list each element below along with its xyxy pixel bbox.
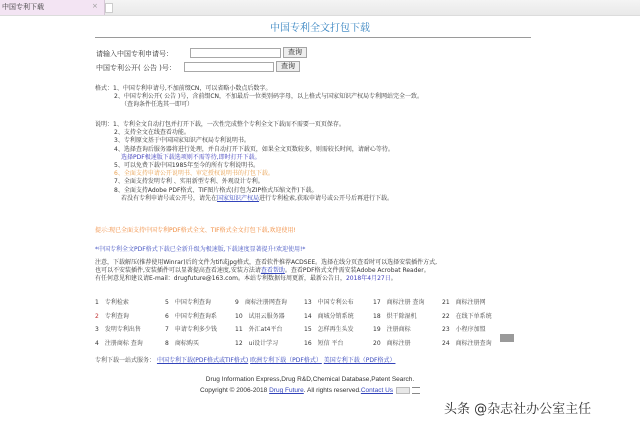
stats-icon	[412, 387, 420, 394]
publication-search-button[interactable]: 查询	[276, 61, 300, 72]
ad-link[interactable]: 2 专利查询	[95, 312, 129, 320]
tip-text: 提示:现已全面支持中国专利PDF格式全文、TIF格式全文打包下载,欢迎使用!	[95, 227, 296, 234]
footer-tagline: Drug Information Express,Drug R&D,Chemical Database,Patent Search.	[205, 376, 415, 383]
one-stop-label: 专利下载一站式服务：	[95, 357, 156, 364]
note-retrieve	[95, 195, 394, 203]
format-label: 格式：	[95, 85, 114, 92]
notes-section	[95, 121, 394, 203]
notes-label: 说明：	[95, 121, 114, 128]
notice-text: 也可以不安装插件,安装插件可以显著提高查看速度,安装方法请	[95, 267, 261, 275]
ad-link[interactable]: 24 商标注册查询	[442, 339, 492, 347]
note-item: 2、支持全文在线查看功能。	[114, 129, 190, 137]
publication-number-label: 中国专利公开( 公告 )号：	[96, 64, 176, 72]
ad-link[interactable]: 15 怎样再生头发	[304, 326, 354, 333]
note-item: 7、全面支持发明专利 、实用新型专利、外观设计专利。	[114, 178, 264, 186]
rights-text: . All rights reserved.	[303, 387, 361, 395]
ad-link[interactable]: 12 ui设计学习	[235, 339, 279, 347]
new-tab-icon[interactable]	[105, 3, 113, 13]
browser-tab-bar	[0, 0, 640, 16]
contact-us-link[interactable]: Contact Us	[360, 387, 394, 395]
cnzz-badge-icon[interactable]	[396, 387, 410, 394]
upgrade-notice: *中国专利全文PDF格式下载已全新升级为极速版,下载速度显著提升!欢迎使用!*	[95, 246, 306, 253]
ad-link[interactable]: 16 短信 平台	[304, 339, 344, 347]
ad-link[interactable]: 10 试用云服务器	[235, 312, 285, 320]
ad-link[interactable]: 21 商标注册网	[442, 299, 486, 306]
help-link[interactable]: 查看帮助	[260, 267, 285, 275]
one-stop-service	[95, 355, 395, 364]
us-patent-download-link[interactable]: 美国专利下载（PDF格式）	[323, 357, 396, 364]
ad-link[interactable]: 17 商标注册 查询	[373, 299, 425, 306]
ad-link[interactable]: 3 发明专利出售	[95, 326, 141, 333]
ad-link[interactable]: 7 申请专利多少钱	[165, 326, 217, 333]
format-item: 2、中国专利公开( 公告 )号，含前缀CN，不加最后一位类别码字母，以上格式与国家知识产权局专利网站完全一致。	[114, 93, 423, 101]
update-date: 2018年4月27日	[345, 275, 391, 283]
europe-patent-download-link[interactable]: 欧洲专利下载（PDF格式）	[250, 357, 322, 364]
note-item: 4、选择查询后服务器将进行处理，并自动打开下载页，如果全文页数较多，则需较长时间，请耐心等待。	[114, 145, 394, 153]
ad-link[interactable]: 20 商标注册	[373, 339, 411, 347]
tab-title: 中国专利下载	[2, 3, 44, 11]
note-pdf-fast: 选择PDF极速版下载选项则不需等待,即时打开下载。	[121, 153, 261, 161]
format-section	[95, 85, 423, 110]
copyright-text: Copyright © 2006-2018	[199, 387, 270, 395]
footer-copyright	[0, 387, 620, 394]
application-number-input[interactable]	[190, 48, 281, 58]
note-item: 8、全面支持Adobe PDF格式、TIF图片格式(打包为ZIP格式压缩文件)下载。	[114, 186, 318, 194]
application-search-button[interactable]: 查询	[283, 47, 307, 58]
ad-link[interactable]: 13 中国专利公布	[304, 299, 354, 306]
ad-link[interactable]: 19 注册商标	[373, 326, 411, 333]
application-number-label: 请输入中国专利申请号：	[96, 50, 173, 58]
watermark: 头条 @杂志社办公室主任	[444, 402, 592, 417]
divider	[95, 37, 531, 38]
ad-tag-icon	[500, 334, 514, 342]
china-patent-download-link[interactable]: 中国专利下载(PDF格式或TIF格式)	[156, 357, 249, 364]
ad-link[interactable]: 14 商城分销系统	[304, 312, 354, 320]
ad-link[interactable]: 5 中国专利查询	[165, 299, 211, 306]
notice-line: 注意，下载解压(推荐使用Winrar)后的文件为tif或jpg格式，查看软件推荐ACDSEE。选择在线分页查看时可以选择安装插件方式,	[95, 259, 438, 266]
notice-text: 有任何意见和建议请E-mail：drugfuture@163.com。本站专利数据每周更新，最新公告日，	[95, 275, 346, 283]
close-tab-icon[interactable]: ×	[92, 2, 98, 10]
ad-link[interactable]: 4 注册商标 查询	[95, 339, 143, 347]
ad-links-grid	[95, 297, 535, 347]
retrieve-suffix: 进行专利检索,获取申请号或公开号后再进行下载。	[259, 194, 393, 202]
browser-tab[interactable]	[0, 0, 105, 15]
ad-link[interactable]: 22 在线下单系统	[442, 312, 492, 320]
notice-text: 。	[390, 275, 397, 283]
ad-link[interactable]: 23 小程序加盟	[442, 326, 486, 333]
retrieve-prefix: 若没有专利申请号或公开号，请先在	[121, 194, 218, 202]
ad-link[interactable]: 1 专利检索	[95, 299, 129, 306]
ad-link[interactable]: 18 烘干除湿机	[373, 312, 417, 320]
notice-section	[95, 259, 437, 284]
publication-number-input[interactable]	[184, 62, 274, 72]
ad-link[interactable]: 6 中国专利查询系	[165, 312, 217, 320]
note-item: 6、全面支持申请公开说明书、审定授权说明书的打包下载。	[114, 170, 274, 178]
format-note: （查询条件任选其一即可）	[121, 101, 194, 109]
format-item: 1、中国专利申请号,不加前缀CN，可以省略小数点后数字。	[113, 85, 272, 92]
ad-link[interactable]: 8 商标购买	[165, 339, 199, 347]
ad-link[interactable]: 11 外汇at4平台	[235, 326, 283, 333]
note-item: 5、可以免费下载中国1985年至今的所有专利说明书。	[114, 162, 260, 170]
notice-text: 。查看PDF格式文件需安装Adobe Acrobat Reader。	[284, 267, 430, 275]
notice-line	[95, 275, 437, 283]
note-item: 3、专利原文基于中国国家知识产权局专利说明书。	[114, 137, 250, 145]
ad-link[interactable]: 9 商标注册网查询	[235, 299, 287, 306]
sipo-link[interactable]: 国家知识产权局	[217, 194, 260, 202]
page-title: 中国专利全文打包下载	[270, 23, 370, 34]
drug-future-link[interactable]: Drug Future	[269, 387, 304, 395]
note-item: 1、专利全文自动打包并打开下载，一次性完成整个专利全文下载而不需要一页页保存。	[113, 121, 345, 128]
